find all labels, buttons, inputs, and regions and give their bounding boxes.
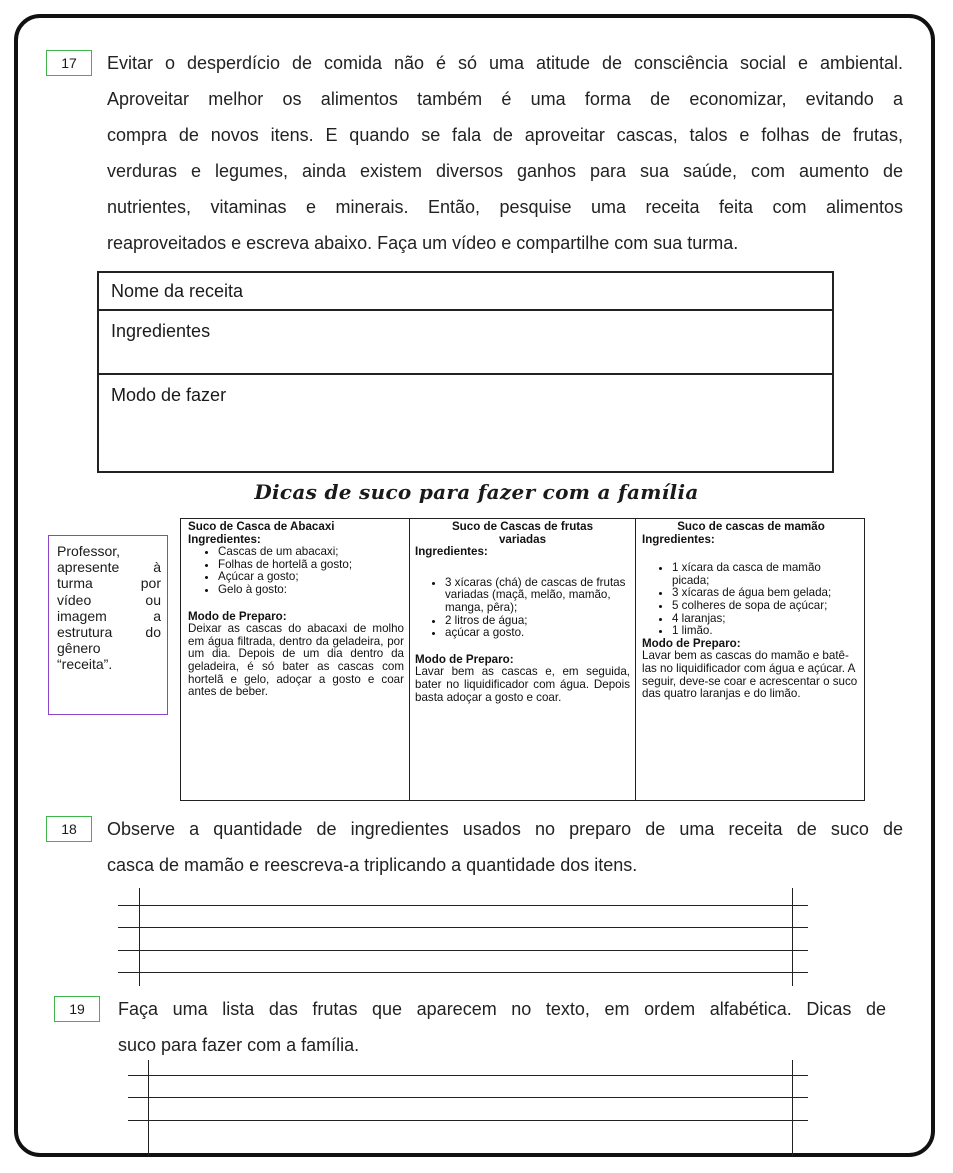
recipe-mamao — [635, 519, 866, 800]
tips-title: Dicas de suco para fazer com a família — [254, 480, 699, 504]
list-item: • 3 xícaras (chá) de cascas de frutas variadas (maçã, melão, mamão, manga, pêra); — [445, 577, 630, 615]
method-text: Deixar as cascas do abacaxi de molho em água filtrada, dentro da geladeira, por um dia. Depois de um dia dentro da geladeira, é só bater as cascas com hortelã e gelo, adoçar a gosto e coar antes de beber. — [188, 622, 404, 699]
list-item: • Açúcar a gosto; — [218, 571, 404, 584]
recipe-name-row[interactable] — [99, 273, 832, 311]
teacher-note-line: estrutura do — [57, 623, 161, 640]
teacher-note-line: Professor, — [57, 543, 121, 559]
teacher-note-line: turma por — [57, 575, 161, 592]
margin-line — [139, 888, 140, 986]
list-item: • Folhas de hortelã a gosto; — [218, 559, 404, 572]
ingredients-heading: Ingredientes: — [642, 532, 715, 546]
q17-line-4: verduras e legumes, ainda existem diversos ganhos para sua saúde, com aumento de — [107, 161, 903, 181]
juice-recipes-table — [180, 518, 865, 801]
question-17-text — [107, 45, 903, 261]
teacher-note — [48, 535, 168, 715]
q17-line-2: Aproveitar melhor os alimentos também é uma forma de economizar, evitando a — [107, 89, 903, 109]
question-19-text — [118, 991, 886, 1063]
list-item: • açúcar a gosto. — [445, 627, 630, 640]
question-18-number: 18 — [46, 816, 92, 842]
list-item: • Gelo à gosto: — [218, 584, 404, 597]
question-18-text — [107, 811, 903, 883]
recipe-name-label: Nome da receita — [111, 281, 244, 301]
method-label: Modo de fazer — [111, 385, 227, 405]
list-item: • 3 xícaras de água bem gelada; — [672, 587, 860, 600]
list-item: • 4 laranjas; — [672, 613, 860, 626]
method-row[interactable] — [99, 375, 832, 471]
method-heading: Modo de Preparo: — [642, 636, 741, 650]
teacher-note-line: gênero — [57, 640, 101, 657]
recipe-abacaxi — [181, 519, 409, 800]
teacher-note-line: vídeo ou — [57, 591, 161, 608]
answer-line[interactable] — [128, 1075, 808, 1076]
method-heading: Modo de Preparo: — [415, 652, 514, 666]
recipe-title: variadas — [498, 532, 547, 546]
ingredients-list — [642, 562, 860, 638]
method-text: Lavar bem as cascas e, em seguida, bater no liquidificador com água. Depois basta adoçar a gosto e coar. — [415, 665, 630, 704]
q17-line-3: compra de novos itens. E quando se fala de aproveitar cascas, talos e folhas de frutas, — [107, 125, 903, 145]
answer-line[interactable] — [128, 1120, 808, 1121]
list-item: • 1 limão. — [672, 625, 860, 638]
answer-line[interactable] — [128, 1097, 808, 1098]
list-item: • 5 colheres de sopa de açúcar; — [672, 600, 860, 613]
ingredients-row[interactable] — [99, 311, 832, 375]
ingredients-label: Ingredientes — [111, 321, 211, 341]
ingredients-heading: Ingredientes: — [188, 532, 261, 546]
q19-line-2: suco para fazer com a família. — [118, 1035, 360, 1055]
margin-line — [792, 1060, 793, 1156]
q19-line-1: Faça uma lista das frutas que aparecem no texto, em ordem alfabética. Dicas de — [118, 999, 886, 1019]
answer-line[interactable] — [118, 972, 808, 973]
ingredients-list — [188, 546, 404, 596]
question-19-number: 19 — [54, 996, 100, 1022]
margin-line — [148, 1060, 149, 1156]
q17-line-1: Evitar o desperdício de comida não é só uma atitude de consciência social e ambiental. — [107, 53, 903, 73]
recipe-title: Suco de Casca de Abacaxi — [188, 520, 335, 533]
recipe-variadas — [409, 519, 635, 800]
margin-line — [792, 888, 793, 986]
q17-line-6: reaproveitados e escreva abaixo. Faça um vídeo e compartilhe com sua turma. — [107, 233, 739, 253]
ingredients-list — [415, 577, 630, 640]
method-text: Lavar bem as cascas do mamão e batê-las no liquidificador com água e açúcar. A seguir, deve-se coar e acrescentar o suco das quatro laranjas e do limão. — [642, 649, 858, 701]
recipe-title: Suco de cascas de mamão — [677, 520, 825, 533]
answer-line[interactable] — [118, 950, 808, 951]
ingredients-heading: Ingredientes: — [415, 545, 488, 559]
teacher-note-line: imagem a — [57, 607, 161, 624]
list-item: • 1 xícara da casca de mamão picada; — [672, 562, 860, 587]
answer-line[interactable] — [118, 905, 808, 906]
teacher-note-line: apresente à — [57, 559, 161, 576]
recipe-title: Suco de Cascas de frutas — [451, 520, 594, 533]
question-17-number: 17 — [46, 50, 92, 76]
q18-line-1: Observe a quantidade de ingredientes usados no preparo de uma receita de suco de — [107, 819, 903, 839]
list-item: • Cascas de um abacaxi; — [218, 546, 404, 559]
method-heading: Modo de Preparo: — [188, 609, 287, 623]
q17-line-5: nutrientes, vitaminas e minerais. Então, pesquise uma receita feita com alimentos — [107, 197, 903, 217]
answer-line[interactable] — [118, 927, 808, 928]
list-item: • 2 litros de água; — [445, 615, 630, 628]
q18-line-2: casca de mamão e reescreva-a triplicando a quantidade dos itens. — [107, 855, 638, 875]
recipe-answer-table — [97, 271, 834, 473]
teacher-note-line: “receita”. — [57, 656, 113, 673]
